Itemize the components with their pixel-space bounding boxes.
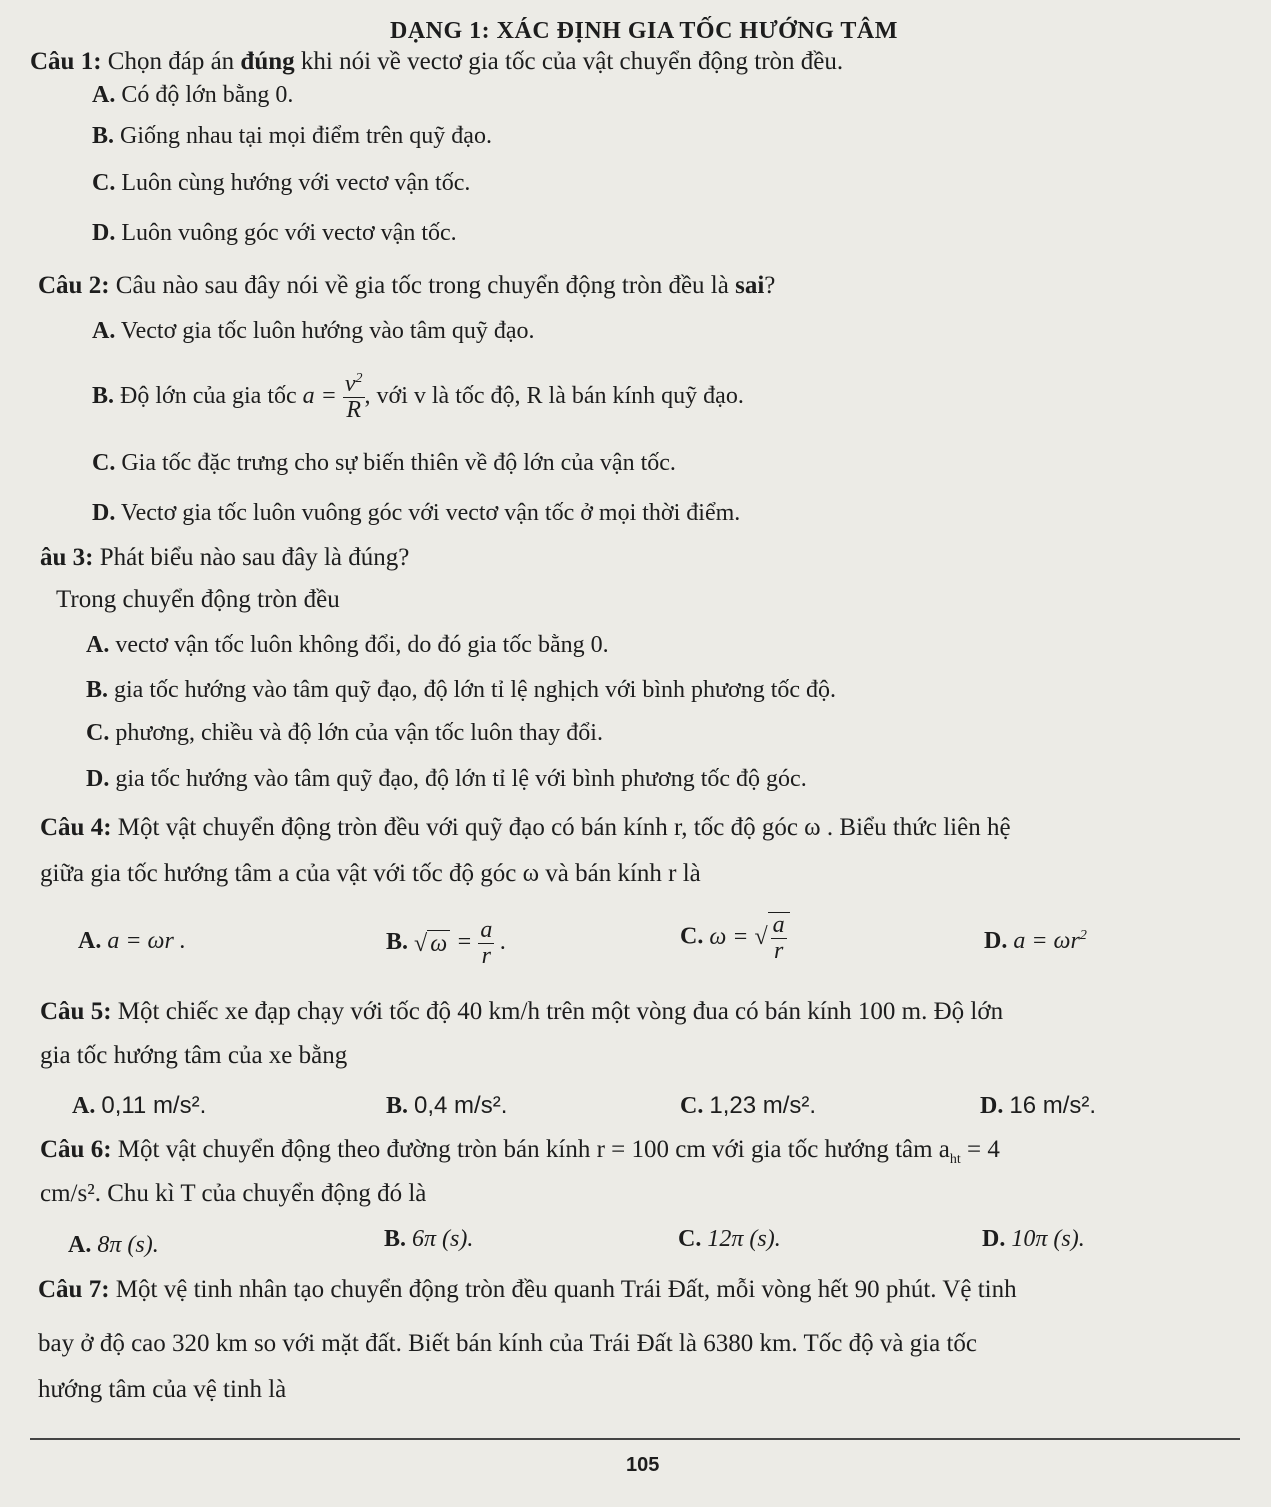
question-label: Câu 7: xyxy=(38,1276,110,1303)
option-text: 0,11 m/s². xyxy=(101,1092,207,1119)
option-text: gia tốc hướng vào tâm quỹ đạo, độ lớn tỉ lệ nghịch với bình phương tốc độ. xyxy=(114,677,837,703)
q6-option-d: D. 10π (s). xyxy=(982,1226,1085,1252)
question-4-line2: giữa gia tốc hướng tâm a của vật với tốc độ góc ω và bán kính r là xyxy=(40,860,701,887)
q3-option-c: C. phương, chiều và độ lớn của vận tốc luôn thay đổi. xyxy=(86,720,603,746)
question-7 xyxy=(38,1276,1017,1304)
option-text: Luôn vuông góc với vectơ vận tốc. xyxy=(121,220,457,246)
formula-a-v2-over-r: a = $\frac{v^2}{R}$ xyxy=(302,371,363,424)
option-text: 1,23 m/s². xyxy=(709,1092,817,1119)
option-text: 12π (s). xyxy=(707,1226,781,1252)
question-label: Câu 2: xyxy=(38,272,110,299)
question-4 xyxy=(40,814,1011,842)
q1-option-d: D. Luôn vuông góc với vectơ vận tốc. xyxy=(92,220,457,246)
question-5 xyxy=(40,998,1003,1026)
question-text: Chọn đáp án xyxy=(101,48,241,75)
question-label: Câu 1: xyxy=(30,48,102,75)
q1-option-a: A. Có độ lớn bằng 0. xyxy=(92,82,294,108)
option-text: Gia tốc đặc trưng cho sự biến thiên về độ lớn của vận tốc. xyxy=(121,450,676,476)
question-emphasis: sai xyxy=(735,272,765,299)
option-text: 16 m/s². xyxy=(1009,1092,1097,1119)
option-text: Vectơ gia tốc luôn vuông góc với vectơ vận tốc ở mọi thời điểm. xyxy=(120,500,741,526)
question-text: Một vật chuyển động tròn đều với quỹ đạo có bán kính r, tốc độ góc ω . Biểu thức liên hệ xyxy=(111,814,1011,841)
q1-option-c: C. Luôn cùng hướng với vectơ vận tốc. xyxy=(92,170,471,196)
q5-option-b: B. 0,4 m/s². xyxy=(386,1092,508,1119)
question-text: Một vệ tinh nhân tạo chuyển động tròn đều quanh Trái Đất, mỗi vòng hết 90 phút. Vệ tinh xyxy=(109,1276,1017,1303)
q2-option-d: D. Vectơ gia tốc luôn vuông góc với vectơ vận tốc ở mọi thời điểm. xyxy=(92,500,741,526)
q5-option-a: A. 0,11 m/s². xyxy=(72,1092,207,1119)
q4-option-d: D. $a = \omega r^2$ xyxy=(984,928,1087,954)
q4-option-b: B. √ ω = $\frac{a}{r}$ . xyxy=(386,917,507,970)
q5-option-c: C. 1,23 m/s². xyxy=(680,1092,817,1119)
question-1 xyxy=(30,48,843,76)
option-text: Độ lớn của gia tốc xyxy=(120,383,303,410)
question-text: Phát biểu nào sau đây là đúng? xyxy=(93,544,410,571)
question-3 xyxy=(40,544,409,572)
q5-option-d: D. 16 m/s². xyxy=(980,1092,1097,1119)
q3-option-d: D. gia tốc hướng vào tâm quỹ đạo, độ lớn tỉ lệ với bình phương tốc độ góc. xyxy=(86,766,807,792)
page-number: 105 xyxy=(626,1454,660,1476)
option-text: 8π (s). xyxy=(97,1232,159,1258)
section-title: DẠNG 1: XÁC ĐỊNH GIA TỐC HƯỚNG TÂM xyxy=(390,18,898,44)
question-label: Câu 5: xyxy=(40,998,112,1025)
question-7-line3: hướng tâm của vệ tinh là xyxy=(38,1376,287,1403)
q2-option-c: C. Gia tốc đặc trưng cho sự biến thiên về độ lớn của vận tốc. xyxy=(92,450,676,476)
question-text: ? xyxy=(764,272,776,299)
question-emphasis: đúng xyxy=(240,48,295,75)
question-text: khi nói về vectơ gia tốc của vật chuyển động tròn đều. xyxy=(294,48,844,75)
question-text: = 4 xyxy=(960,1136,1000,1163)
question-text: Một vật chuyển động theo đường tròn bán kính r = 100 cm với gia tốc hướng tâm a xyxy=(111,1136,950,1163)
option-text: 0,4 m/s². xyxy=(414,1092,508,1119)
option-text: Luôn cùng hướng với vectơ vận tốc. xyxy=(121,170,471,196)
option-text: gia tốc hướng vào tâm quỹ đạo, độ lớn tỉ lệ với bình phương tốc độ góc. xyxy=(115,766,807,792)
question-2 xyxy=(38,272,775,300)
question-label: Câu 4: xyxy=(40,814,112,841)
question-label: Câu 6: xyxy=(40,1136,112,1163)
question-6 xyxy=(40,1136,1000,1168)
question-3-stem: Trong chuyển động tròn đều xyxy=(56,586,340,613)
q2-option-b: B. Độ lớn của gia tốc a = $\frac{v^2}{R}$ , với v là tốc độ, R là bán kính quỹ đạo. xyxy=(92,371,744,424)
q6-option-b: B. 6π (s). xyxy=(384,1226,474,1252)
option-text: 10π (s). xyxy=(1011,1226,1085,1252)
option-text: Vectơ gia tốc luôn hướng vào tâm quỹ đạo. xyxy=(120,318,535,344)
question-5-line2: gia tốc hướng tâm của xe bằng xyxy=(40,1042,348,1069)
question-label: âu 3: xyxy=(40,544,94,571)
option-text: Có độ lớn bằng 0. xyxy=(121,82,294,108)
question-7-line2: bay ở độ cao 320 km so với mặt đất. Biết bán kính của Trái Đất là 6380 km. Tốc độ và gia tốc xyxy=(38,1330,978,1357)
question-text: Một chiếc xe đạp chạy với tốc độ 40 km/h trên một vòng đua có bán kính 100 m. Độ lớn xyxy=(111,998,1004,1025)
option-text: phương, chiều và độ lớn của vận tốc luôn thay đổi. xyxy=(115,720,603,746)
question-6-line2: cm/s². Chu kì T của chuyển động đó là xyxy=(40,1180,427,1207)
question-text: Câu nào sau đây nói về gia tốc trong chuyển động tròn đều là xyxy=(109,272,736,299)
option-text: vectơ vận tốc luôn không đổi, do đó gia tốc bằng 0. xyxy=(115,632,609,658)
q3-option-a: A. vectơ vận tốc luôn không đổi, do đó gia tốc bằng 0. xyxy=(86,632,609,658)
footer-divider xyxy=(30,1438,1240,1440)
q2-option-a: A. Vectơ gia tốc luôn hướng vào tâm quỹ đạo. xyxy=(92,318,535,344)
q1-option-b: B. Giống nhau tại mọi điểm trên quỹ đạo. xyxy=(92,123,492,149)
q4-option-a: A. a = ωr . xyxy=(78,928,186,954)
q6-option-c: C. 12π (s). xyxy=(678,1226,781,1252)
option-text: , với v là tốc độ, R là bán kính quỹ đạo. xyxy=(364,383,744,410)
q3-option-b: B. gia tốc hướng vào tâm quỹ đạo, độ lớn tỉ lệ nghịch với bình phương tốc độ. xyxy=(86,677,837,703)
option-text: Giống nhau tại mọi điểm trên quỹ đạo. xyxy=(120,123,492,149)
subscript: ht xyxy=(949,1152,961,1167)
q6-option-a: A. 8π (s). xyxy=(68,1232,159,1258)
q4-option-c: C. ω = √ $\frac{a}{r}$ xyxy=(680,912,790,964)
option-text: 6π (s). xyxy=(412,1226,474,1252)
